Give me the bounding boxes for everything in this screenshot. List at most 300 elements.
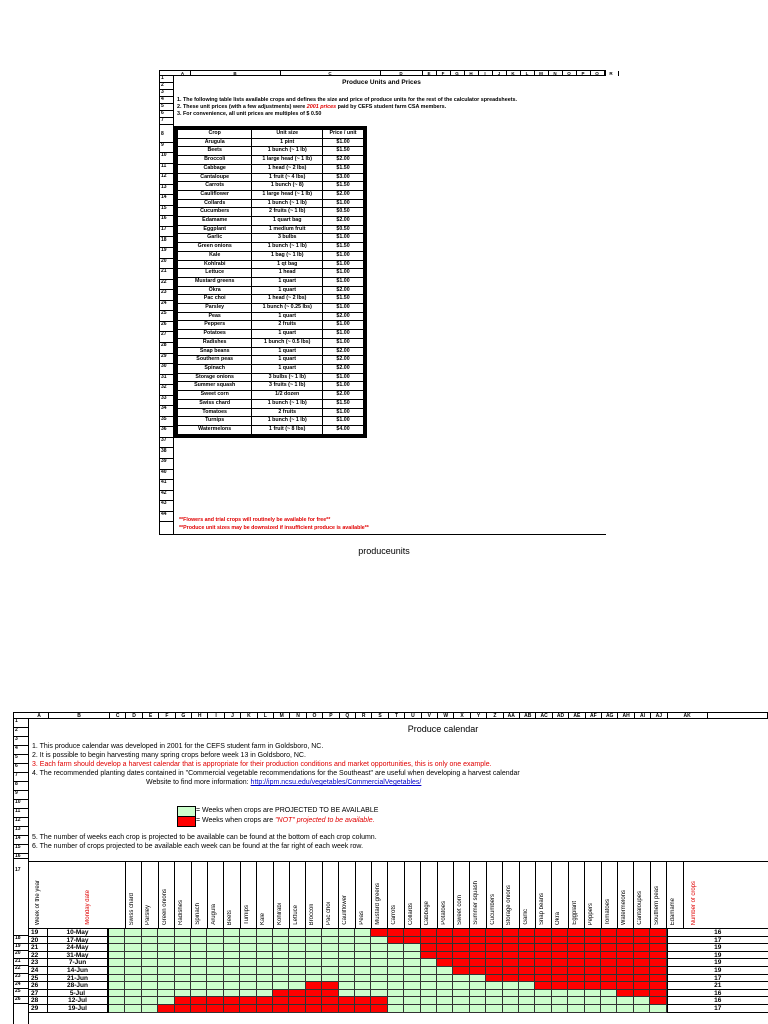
availability-cell bbox=[388, 975, 404, 983]
availability-cell bbox=[453, 997, 469, 1005]
price-cell: $1.00 bbox=[323, 269, 364, 278]
table-row bbox=[178, 321, 364, 330]
crop-cell: Southern peas bbox=[178, 356, 252, 365]
availability-cell bbox=[404, 997, 420, 1005]
column-divider bbox=[141, 862, 142, 928]
header-unit-size: Unit size bbox=[252, 130, 323, 139]
crop-cell: Beets bbox=[178, 147, 252, 156]
availability-cell bbox=[191, 1005, 207, 1013]
website-link[interactable]: http://ipm.ncsu.edu/vegetables/CommercialVegetables/ bbox=[250, 779, 422, 786]
crop-cell: Spinach bbox=[178, 364, 252, 373]
availability-cell bbox=[568, 952, 584, 960]
availability-cell bbox=[207, 997, 223, 1005]
availability-cell bbox=[109, 944, 125, 952]
availability-cell bbox=[470, 959, 486, 967]
column-letter: V bbox=[422, 713, 438, 719]
footnote-downsized: **Produce unit sizes may be downsized if insufficient produce is available** bbox=[179, 525, 369, 531]
availability-cell bbox=[175, 1005, 191, 1013]
availability-cell bbox=[175, 929, 191, 937]
availability-cell bbox=[158, 975, 174, 983]
row-number: 21 bbox=[160, 269, 173, 280]
row-number: 34 bbox=[160, 406, 173, 417]
week-number: 25 bbox=[29, 975, 48, 983]
availability-cell bbox=[503, 944, 519, 952]
column-divider bbox=[601, 862, 602, 928]
note-1: 1. The following table lists available crops and defines the size and price of produce units for the rest of the calculator spreadsheets. bbox=[177, 97, 517, 103]
table-row bbox=[178, 312, 364, 321]
availability-cell bbox=[289, 967, 305, 975]
unit-size-cell: 3 bulbs bbox=[252, 234, 323, 243]
unit-size-cell: 1 bunch (~ 1 lb) bbox=[252, 399, 323, 408]
availability-cell bbox=[650, 997, 666, 1005]
number-of-crops-header: Number of crops bbox=[690, 880, 697, 925]
price-cell: $1.00 bbox=[323, 338, 364, 347]
table-row bbox=[178, 138, 364, 147]
unit-size-cell: 1 quart bbox=[252, 286, 323, 295]
week-number: 23 bbox=[29, 959, 48, 967]
row-number: 23 bbox=[14, 974, 28, 982]
availability-cell bbox=[535, 929, 551, 937]
column-divider bbox=[502, 862, 503, 928]
availability-cell bbox=[339, 982, 355, 990]
note-2-suffix: paid by CEFS student farm CSA members. bbox=[337, 104, 447, 110]
availability-cell bbox=[503, 952, 519, 960]
availability-cell bbox=[486, 990, 502, 998]
price-cell: $2.00 bbox=[323, 347, 364, 356]
unit-size-cell: 1 bunch (~ 8) bbox=[252, 182, 323, 191]
crop-header-carrots: Carrots bbox=[391, 905, 398, 925]
column-letter: AG bbox=[602, 713, 618, 719]
availability-cell bbox=[568, 982, 584, 990]
availability-cell bbox=[568, 990, 584, 998]
crop-header-swiss-chard: Swiss chard bbox=[129, 892, 135, 925]
crop-cell: Arugula bbox=[178, 138, 252, 147]
unit-size-cell: 1 fruit (~ 4 lbs) bbox=[252, 173, 323, 182]
crop-cell: Peppers bbox=[178, 321, 252, 330]
week-row bbox=[29, 975, 768, 983]
availability-cell bbox=[568, 959, 584, 967]
column-divider bbox=[519, 862, 520, 928]
column-letter: P bbox=[576, 71, 591, 76]
availability-cell bbox=[634, 967, 650, 975]
availability-cell bbox=[634, 982, 650, 990]
legend-green-text: = Weeks when crops are PROJECTED TO BE AVAILABLE bbox=[196, 807, 379, 814]
availability-cell bbox=[650, 1005, 666, 1013]
column-letter: L bbox=[258, 713, 274, 719]
availability-cell bbox=[355, 937, 371, 945]
crop-header-potatoes: Potatoes bbox=[440, 901, 447, 925]
availability-cell bbox=[486, 952, 502, 960]
availability-cell bbox=[142, 967, 158, 975]
availability-cell bbox=[388, 944, 404, 952]
availability-cell bbox=[535, 1005, 551, 1013]
column-divider bbox=[355, 862, 356, 928]
availability-cell bbox=[257, 975, 273, 983]
availability-cell bbox=[257, 944, 273, 952]
availability-cell bbox=[486, 1005, 502, 1013]
availability-cell bbox=[535, 944, 551, 952]
availability-cell bbox=[535, 982, 551, 990]
week-number: 22 bbox=[29, 952, 48, 960]
availability-cell bbox=[224, 952, 240, 960]
row-number: 40 bbox=[160, 470, 173, 481]
row-number: 2 bbox=[160, 83, 173, 90]
price-cell: $0.50 bbox=[323, 208, 364, 217]
availability-cell bbox=[617, 952, 633, 960]
table-row bbox=[178, 399, 364, 408]
availability-cell bbox=[421, 997, 437, 1005]
availability-cell bbox=[109, 937, 125, 945]
availability-cell bbox=[109, 952, 125, 960]
column-letter: D bbox=[126, 713, 142, 719]
availability-cell bbox=[224, 1005, 240, 1013]
week-row bbox=[29, 982, 768, 990]
availability-cell bbox=[125, 929, 141, 937]
unit-size-cell: 1 medium fruit bbox=[252, 225, 323, 234]
monday-date: 12-Jul bbox=[48, 997, 109, 1005]
availability-cell bbox=[634, 997, 650, 1005]
column-letter: R bbox=[356, 713, 372, 719]
availability-cell bbox=[421, 929, 437, 937]
availability-cell bbox=[109, 982, 125, 990]
column-letter: H bbox=[192, 713, 208, 719]
row-number: 16 bbox=[14, 854, 28, 859]
row-number: 19 bbox=[14, 944, 28, 952]
availability-cell bbox=[224, 967, 240, 975]
availability-cell bbox=[634, 944, 650, 952]
availability-cell bbox=[289, 982, 305, 990]
column-letter: E bbox=[422, 71, 437, 76]
availability-cell bbox=[158, 967, 174, 975]
availability-cell bbox=[371, 929, 387, 937]
availability-cell bbox=[503, 975, 519, 983]
produce-units-table bbox=[174, 126, 367, 438]
crop-cell: Cantaloupe bbox=[178, 173, 252, 182]
availability-cell bbox=[257, 967, 273, 975]
availability-cell bbox=[437, 959, 453, 967]
table-row bbox=[178, 373, 364, 382]
row-number: 36 bbox=[160, 427, 173, 438]
crop-cell: Lettuce bbox=[178, 269, 252, 278]
availability-cell bbox=[470, 982, 486, 990]
availability-cell bbox=[486, 959, 502, 967]
availability-cell bbox=[617, 959, 633, 967]
availability-cell bbox=[519, 990, 535, 998]
availability-cell bbox=[535, 997, 551, 1005]
price-cell: $1.00 bbox=[323, 417, 364, 426]
availability-cell bbox=[158, 997, 174, 1005]
column-divider bbox=[289, 862, 290, 928]
unit-size-cell: 1 quart bbox=[252, 312, 323, 321]
row-number: 17 bbox=[14, 868, 28, 936]
availability-cell bbox=[601, 982, 617, 990]
availability-cell bbox=[339, 990, 355, 998]
week-row bbox=[29, 997, 768, 1005]
price-cell: $1.00 bbox=[323, 304, 364, 313]
cal-note-6: 6. The number of crops projected to be available each week can be found at the far right of each week row. bbox=[32, 843, 364, 850]
column-letter: AH bbox=[618, 713, 634, 719]
availability-cell bbox=[339, 959, 355, 967]
crop-header-pac-choi: Pac choi bbox=[325, 901, 332, 925]
column-divider bbox=[305, 862, 306, 928]
availability-cell bbox=[240, 959, 256, 967]
availability-cell bbox=[240, 1005, 256, 1013]
availability-cell bbox=[224, 959, 240, 967]
crop-header-watermelons: Watermelons bbox=[621, 889, 627, 925]
legend-red-emph: "NOT" projected to be available. bbox=[275, 817, 375, 824]
row-number: 10 bbox=[14, 800, 28, 809]
availability-cell bbox=[175, 937, 191, 945]
availability-cell bbox=[273, 929, 289, 937]
crop-header-broccoli: Broccoli bbox=[309, 903, 316, 925]
week-number: 21 bbox=[29, 944, 48, 952]
unit-size-cell: 1 qt bag bbox=[252, 260, 323, 269]
availability-cell bbox=[568, 937, 584, 945]
availability-cell bbox=[486, 929, 502, 937]
availability-cell bbox=[142, 997, 158, 1005]
cal-note-5: 5. The number of weeks each crop is projected to be available can be found at the bottom of each crop column. bbox=[32, 834, 377, 841]
availability-cell bbox=[568, 944, 584, 952]
unit-size-cell: 1 pint bbox=[252, 138, 323, 147]
crop-cell: Parsley bbox=[178, 304, 252, 313]
unit-size-cell: 1 large head (~ 1 lb) bbox=[252, 156, 323, 165]
availability-cell bbox=[388, 967, 404, 975]
availability-cell bbox=[470, 944, 486, 952]
week-row bbox=[29, 944, 768, 952]
column-letter: AD bbox=[553, 713, 569, 719]
crop-count: 17 bbox=[667, 937, 768, 945]
column-letter: F bbox=[436, 71, 451, 76]
row-number: 20 bbox=[14, 951, 28, 959]
availability-cell bbox=[486, 997, 502, 1005]
crop-header-southern-peas: Southern peas bbox=[653, 885, 660, 925]
row-number: 17 bbox=[160, 227, 173, 238]
crop-header-mustard-greens: Mustard greens bbox=[375, 883, 381, 925]
availability-cell bbox=[470, 990, 486, 998]
availability-cell bbox=[437, 997, 453, 1005]
table-row bbox=[178, 382, 364, 391]
availability-cell bbox=[339, 937, 355, 945]
crop-cell: Cucumbers bbox=[178, 208, 252, 217]
availability-cell bbox=[470, 997, 486, 1005]
availability-cell bbox=[404, 982, 420, 990]
availability-cell bbox=[175, 997, 191, 1005]
availability-cell bbox=[585, 959, 601, 967]
row-number: 33 bbox=[160, 396, 173, 407]
availability-cell bbox=[585, 937, 601, 945]
crop-header-peas: Peas bbox=[358, 911, 365, 925]
availability-cell bbox=[601, 944, 617, 952]
calendar-title: Produce calendar bbox=[407, 724, 479, 734]
crop-count: 17 bbox=[667, 1005, 768, 1013]
price-cell: $1.00 bbox=[323, 234, 364, 243]
availability-cell bbox=[503, 982, 519, 990]
crop-header-cauliflower: Cauliflower bbox=[342, 895, 349, 925]
availability-cell bbox=[617, 967, 633, 975]
sheet-name-label: produceunits bbox=[358, 546, 410, 556]
availability-cell bbox=[650, 967, 666, 975]
price-cell: $2.00 bbox=[323, 312, 364, 321]
row-number: 14 bbox=[160, 195, 173, 206]
availability-cell bbox=[437, 952, 453, 960]
row-number: 39 bbox=[160, 459, 173, 470]
column-letter: P bbox=[323, 713, 339, 719]
crop-count: 16 bbox=[667, 997, 768, 1005]
availability-cell bbox=[125, 952, 141, 960]
availability-cell bbox=[535, 990, 551, 998]
column-divider bbox=[273, 862, 274, 928]
availability-cell bbox=[224, 997, 240, 1005]
price-cell: $1.00 bbox=[323, 373, 364, 382]
column-letter: J bbox=[492, 71, 507, 76]
crop-cell: Green onions bbox=[178, 243, 252, 252]
availability-cell bbox=[273, 975, 289, 983]
column-letter: F bbox=[159, 713, 175, 719]
crop-header-parsley: Parsley bbox=[145, 904, 152, 925]
row-number: 27 bbox=[160, 332, 173, 343]
availability-cell bbox=[650, 975, 666, 983]
row-number: 4 bbox=[14, 746, 28, 755]
availability-cell bbox=[109, 929, 125, 937]
crop-header-edamame: Edamame bbox=[670, 897, 677, 925]
availability-cell bbox=[421, 937, 437, 945]
column-header-ruler bbox=[13, 712, 768, 719]
availability-cell bbox=[142, 975, 158, 983]
crop-cell: Swiss chard bbox=[178, 399, 252, 408]
table-row bbox=[178, 173, 364, 182]
availability-cell bbox=[240, 997, 256, 1005]
availability-cell bbox=[421, 959, 437, 967]
availability-cell bbox=[404, 967, 420, 975]
unit-size-cell: 2 fruits (~ 1 lb) bbox=[252, 208, 323, 217]
availability-cell bbox=[273, 982, 289, 990]
availability-cell bbox=[404, 929, 420, 937]
availability-cell bbox=[142, 929, 158, 937]
availability-cell bbox=[240, 937, 256, 945]
availability-cell bbox=[240, 929, 256, 937]
table-row bbox=[178, 304, 364, 313]
availability-cell bbox=[289, 975, 305, 983]
availability-cell bbox=[503, 990, 519, 998]
crop-cell: Pac choi bbox=[178, 295, 252, 304]
availability-cell bbox=[371, 990, 387, 998]
availability-cell bbox=[388, 1005, 404, 1013]
legend-red-prefix: = Weeks when crops are bbox=[196, 817, 274, 824]
row-number: 3 bbox=[160, 90, 173, 97]
availability-cell bbox=[601, 959, 617, 967]
column-divider bbox=[568, 862, 569, 928]
availability-cell bbox=[585, 952, 601, 960]
week-of-year-header: Week of the year bbox=[35, 879, 41, 925]
availability-cell bbox=[404, 937, 420, 945]
availability-cell bbox=[650, 990, 666, 998]
column-letter: AC bbox=[536, 713, 552, 719]
availability-cell bbox=[191, 937, 207, 945]
availability-cell bbox=[519, 944, 535, 952]
crop-header-tomatoes: Tomatoes bbox=[604, 898, 611, 925]
availability-cell bbox=[601, 1005, 617, 1013]
availability-cell bbox=[306, 929, 322, 937]
table-row bbox=[178, 417, 364, 426]
row-number: 26 bbox=[14, 997, 28, 1005]
availability-cell bbox=[322, 952, 338, 960]
crop-count: 21 bbox=[667, 982, 768, 990]
availability-cell bbox=[175, 944, 191, 952]
availability-cell bbox=[453, 952, 469, 960]
week-row bbox=[29, 959, 768, 967]
note-2-emph: 2001 prices bbox=[306, 104, 337, 110]
table-header-row bbox=[178, 130, 364, 139]
availability-cell bbox=[585, 990, 601, 998]
availability-cell bbox=[240, 944, 256, 952]
availability-cell bbox=[585, 944, 601, 952]
availability-cell bbox=[207, 944, 223, 952]
availability-cell bbox=[224, 944, 240, 952]
availability-cell bbox=[125, 967, 141, 975]
crop-header-cucumbers: Cucumbers bbox=[489, 894, 496, 925]
row-number: 22 bbox=[14, 966, 28, 974]
availability-cell bbox=[240, 952, 256, 960]
availability-cell bbox=[371, 937, 387, 945]
availability-cell bbox=[421, 944, 437, 952]
column-letter: M bbox=[274, 713, 290, 719]
availability-cell bbox=[453, 929, 469, 937]
crop-header-cantaloupes: Cantaloupes bbox=[637, 891, 644, 925]
availability-cell bbox=[388, 952, 404, 960]
availability-cell bbox=[322, 929, 338, 937]
row-header-strip bbox=[13, 719, 29, 1024]
row-number: 9 bbox=[14, 791, 28, 800]
row-number: 4 bbox=[160, 97, 173, 104]
availability-cell bbox=[519, 967, 535, 975]
availability-cell bbox=[371, 1005, 387, 1013]
unit-size-cell: 1 quart bbox=[252, 347, 323, 356]
row-number: 44 bbox=[160, 512, 173, 523]
availability-cell bbox=[519, 929, 535, 937]
monday-date: 17-May bbox=[48, 937, 109, 945]
availability-cell bbox=[404, 975, 420, 983]
availability-cell bbox=[175, 952, 191, 960]
column-divider bbox=[453, 862, 454, 928]
table-row bbox=[178, 277, 364, 286]
monday-date: 14-Jun bbox=[48, 967, 109, 975]
row-number: 32 bbox=[160, 385, 173, 396]
availability-cell bbox=[322, 990, 338, 998]
row-number: 23 bbox=[160, 290, 173, 301]
availability-cell bbox=[568, 975, 584, 983]
row-number: 5 bbox=[14, 755, 28, 764]
availability-cell bbox=[273, 937, 289, 945]
cal-note-4: 4. The recommended planting dates contained in "Commercial vegetable recommendations for the Southeast" are useful when developing a harvest calendar bbox=[32, 770, 520, 777]
crop-header-sweet-corn: Sweet corn bbox=[457, 894, 463, 925]
availability-cell bbox=[306, 982, 322, 990]
column-letter: Y bbox=[471, 713, 487, 719]
availability-cell bbox=[158, 944, 174, 952]
row-number: 11 bbox=[14, 809, 28, 818]
row-number: 8 bbox=[14, 782, 28, 791]
availability-cell bbox=[207, 967, 223, 975]
table-row bbox=[178, 190, 364, 199]
availability-cell bbox=[109, 975, 125, 983]
availability-cell bbox=[552, 982, 568, 990]
crop-count: 16 bbox=[667, 929, 768, 937]
availability-cell bbox=[207, 990, 223, 998]
availability-cell bbox=[224, 929, 240, 937]
monday-date: 21-Jun bbox=[48, 975, 109, 983]
week-row bbox=[29, 952, 768, 960]
availability-cell bbox=[470, 929, 486, 937]
table-row bbox=[178, 338, 364, 347]
